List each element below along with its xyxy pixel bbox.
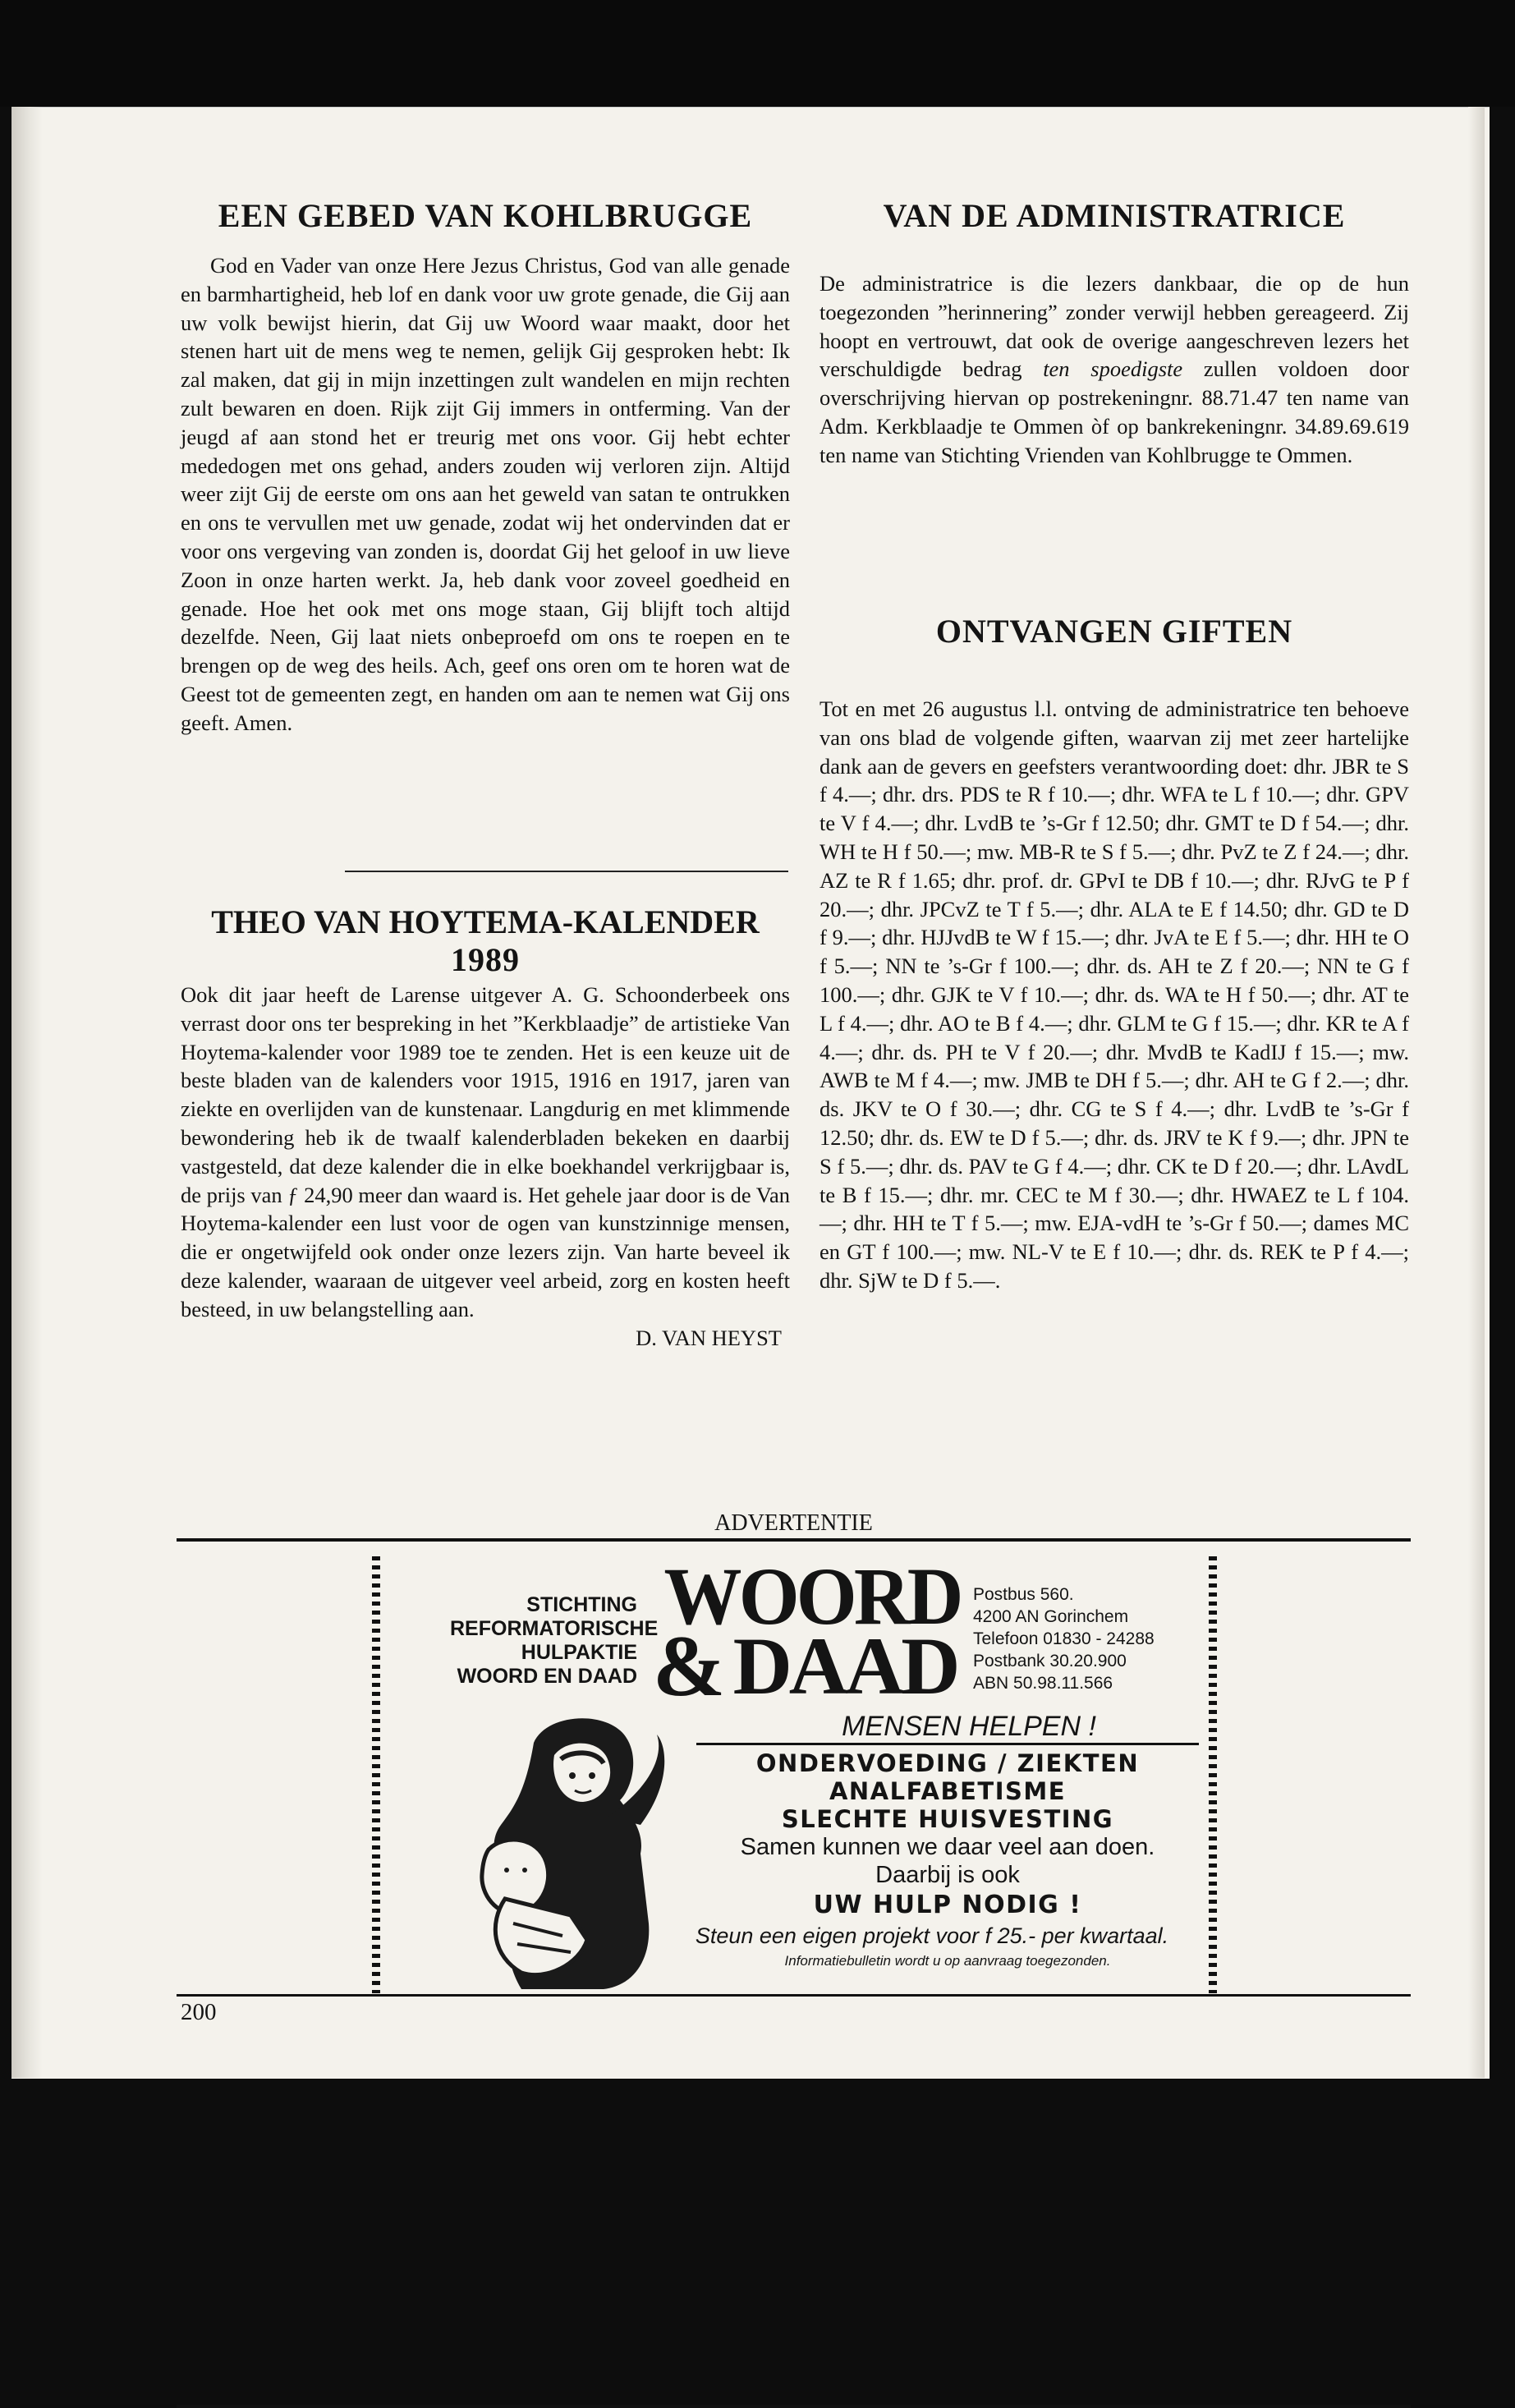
- page-edge: [1468, 107, 1485, 2078]
- ad-contact-line: Postbank 30.20.900: [973, 1652, 1127, 1670]
- gifts-title: ONTVANGEN GIFTEN: [935, 613, 1293, 650]
- page-binding-shadow: [11, 107, 43, 2078]
- divider: [345, 871, 788, 872]
- ad-top-rule: [177, 1538, 1411, 1542]
- ad-logo: [653, 1551, 971, 1714]
- ad-contact: [973, 1583, 1195, 1694]
- ad-border-left: [372, 1556, 380, 1993]
- ad-bottom-rule: [177, 1994, 1411, 1997]
- ad-cause: ONDERVOEDING / ZIEKTEN: [755, 1749, 1140, 1777]
- ad-support: Steun een eigen projekt voor f 25.- per kwartaal.: [695, 1923, 1169, 1948]
- ad-org-name: [450, 1593, 659, 1689]
- ad-border-right: [1209, 1556, 1217, 1993]
- ad-causes: [696, 1749, 1199, 1833]
- admin-body: [819, 269, 1409, 470]
- calendar-body: Ook dit jaar heeft de Larense uitgever A. G. Schoonderbeek ons verrast door ons ter bespreking in het ”Kerkblaadje” de artistieke Van Hoytema-kalender voor 1989 toe te zenden. Het is een keuze uit de beste bladen van de kalenders voor 1915, 1916 en 1917, jaren van ziekte en overlijden van de kunstenaar. Langdurig en met klimmende bewondering heb ik de twaalf kalenderbladen bekeken en daarbij vastgesteld, dat deze kalender die in elke boekhandel verkrijgbaar is, de prijs van ƒ 24,90 meer dan waard is. Het gehele jaar door is de Van Hoytema-kalender een lust voor de ogen van kunstzinnige mensen, die er ongetwijfeld ook onder onze lezers zijn. Van harte beveel ik deze kalender, waaraan de uitgever veel arbeid, zorg en kosten heeft besteed, in uw belangstelling aan.: [181, 982, 791, 1321]
- calendar-year: 1989: [451, 941, 520, 978]
- ad-contact-line: 4200 AN Gorinchem: [973, 1607, 1129, 1626]
- ad-org-line: REFORMATORISCHE: [450, 1617, 659, 1640]
- ad-line2: Daarbij is ook: [875, 1862, 1020, 1888]
- ad-tagline-rule: [696, 1743, 1199, 1745]
- gifts-body: Tot en met 26 augustus l.l. ontving de administratrice ten behoeve van ons blad de volgende giften, waarvan zij met zeer hartelijke dank aan de gevers en geefsters verantwoording doet: dhr. JBR te S f 4.—; dhr. drs. PDS te R f 10.—; dhr. WFA te L f 10.—; dhr. GPV te V f 4.—; dhr. LvdB te ’s-Gr f 12.50; dhr. GMT te D f 54.—; dhr. WH te H f 50.—; mw. MB-R te S f 5.—; dhr. PvZ te Z f 24.—; dhr. AZ te R f 1.65; dhr. prof. dr. GPvI te DB f 10.—; dhr. RJvG te P f 20.—; dhr. JPCvZ te T f 5.—; dhr. ALA te E f 14.50; dhr. GD te D f 9.—; dhr. HJJvdB te W f 15.—; dhr. JvA te E f 5.—; dhr. HH te O f 5.—; NN te ’s-Gr f 100.—; dhr. ds. AH te Z f 20.—; NN te G f 100.—; dhr. GJK te V f 10.—; dhr. ds. WA te H f 50.—; dhr. AT te L f 4.—; dhr. AO te B f 4.—; dhr. GLM te G f 15.—; dhr. KR te A f 4.—; dhr. ds. PH te V f 20.—; dhr. MvdB te KadIJ f 15.—; mw. AWB te M f 4.—; mw. JMB te DH f 5.—; dhr. AH te G f 2.—; dhr. ds. JKV te O f 30.—; dhr. CG te S f 4.—; dhr. LvdB te ’s-Gr f 12.50; dhr. ds. EW te D f 5.—; dhr. ds. JRV te K f 9.—; dhr. JPN te S f 5.—; dhr. ds. PAV te G f 4.—; dhr. CK te D f 20.—; dhr. LAvdL te B f 15.—; dhr. mr. CEC te M f 30.—; dhr. HWAEZ te L f 104.—; dhr. HH te T f 5.—; mw. EJA-vdH te ’s-Gr f 50.—; dames MC en GT f 100.—; mw. NL-V te E f 10.—; dhr. ds. REK te P f 4.—; dhr. SjW te D f 5.—.: [819, 696, 1409, 1293]
- ad-org-line: HULPAKTIE: [521, 1641, 637, 1664]
- ad-note: Informatiebulletin wordt u op aanvraag toegezonden.: [784, 1953, 1111, 1969]
- ad-line1: Samen kunnen we daar veel aan doen.: [740, 1834, 1155, 1860]
- ad-logo-amp: &: [653, 1618, 726, 1714]
- gifts-article: [819, 611, 1409, 1295]
- admin-body-emphasis: ten spoedigste: [1043, 356, 1183, 382]
- ad-logo-bottom: DAAD: [732, 1620, 957, 1712]
- calendar-signature: D. VAN HEYST: [636, 1325, 782, 1350]
- ad-org-line: STICHTING: [526, 1593, 637, 1616]
- ad-call: UW HULP NODIG !: [813, 1891, 1082, 1919]
- mother-and-child-illustration: [456, 1710, 702, 1993]
- ad-contact-line: Postbus 560.: [973, 1585, 1074, 1604]
- ad-contact-line: Telefoon 01830 - 24288: [973, 1629, 1155, 1648]
- admin-article: [819, 195, 1409, 470]
- ad-logo-top: WOORD: [663, 1551, 961, 1642]
- ad-cause: ANALFABETISME: [829, 1777, 1067, 1805]
- calendar-title: THEO VAN HOYTEMA-KALENDER: [211, 903, 760, 940]
- page-number: 200: [181, 1999, 217, 2025]
- prayer-title: EEN GEBED VAN KOHLBRUGGE: [218, 197, 753, 234]
- ad-cause: SLECHTE HUISVESTING: [781, 1805, 1114, 1833]
- ad-label: ADVERTENTIE: [714, 1510, 873, 1536]
- prayer-article: [181, 195, 790, 738]
- ad-org-line: WOORD EN DAAD: [457, 1665, 637, 1688]
- prayer-body: God en Vader van onze Here Jezus Christus, God van alle genade en barmhartigheid, heb lof en dank voor uw grote genade, die Gij aan uw volk bewijst hierin, dat Gij uw Woord waar maakt, door het stenen hart uit de mens weg te nemen, gelijk Gij gesproken hebt: Ik zal maken, dat gij in mijn inzettingen zult wandelen en mijn rechten zult bewaren en doen. Rijk zijt Gij immers in ontferming. Van der jeugd af aan stond het er treurig met ons voor. Gij hebt echter mededogen met ons gehad, anders zouden wij verloren zijn. Altijd weer zijt Gij de eerste om ons aan het geweld van satan te ontrukken en ons te vervullen met uw genade, zodat wij het ondervinden dat er voor ons vergeving van zonden is, doordat Gij het geloof in uw lieve Zoon in onze harten werkt. Ja, heb dank voor zoveel goedheid en genade. Hoe het ook met ons moge staan, Gij blijft toch altijd dezelfde. Neen, Gij laat niets onbeproefd om ons te roepen en te brengen op de weg des heils. Ach, geef ons oren om te horen wat de Geest tot de gemeenten zegt, en handen om aan te nemen wat Gij ons geeft. Amen.: [181, 253, 790, 735]
- ad-tagline: MENSEN HELPEN !: [842, 1711, 1096, 1742]
- calendar-article: [181, 903, 790, 1352]
- admin-title: VAN DE ADMINISTRATRICE: [883, 197, 1346, 234]
- ad-contact-line: ABN 50.98.11.566: [973, 1674, 1113, 1693]
- admin-body-part2: zullen voldoen door overschrijving hiervan op postrekeningnr. 88.71.47 ten name van Adm. Kerkblaadje te Ommen òf op bankrekeningnr. 34.89.69.619 ten name van Stichting Vrienden van Kohlbrugge te Ommen.: [819, 356, 1410, 467]
- scan-background: [0, 0, 1515, 107]
- admin-body-part1: De administratrice is die lezers dankbaar, die op de hun toegezonden ”herinnering” zonder verwijl hebben gereageerd. Zij hoopt en vertrouwt, dat ook de overige aangeschreven lezers het verschuldigde bedrag: [819, 271, 1409, 382]
